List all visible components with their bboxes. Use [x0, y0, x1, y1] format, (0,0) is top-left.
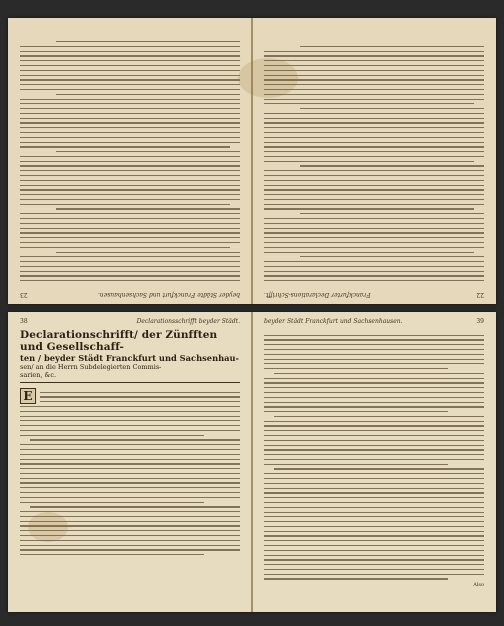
top-left-page-number: 23 [20, 291, 28, 298]
top-left-text-block [8, 41, 252, 289]
bottom-right-page [252, 312, 496, 612]
bottom-right-page-number: 39 [476, 318, 484, 325]
top-sheet [8, 18, 496, 304]
declaration-heading [8, 327, 252, 379]
bottom-left-running-title: Declarationsschrifft beyder Städt. [136, 318, 240, 325]
top-right-page [252, 18, 496, 304]
heading-line-3: sen/ an die Herrn Subdelegierten Commis- [20, 363, 162, 371]
bottom-left-running-head [8, 312, 252, 327]
bottom-right-running-title: beyder Städt Franckfurt und Sachsenhausen. [264, 318, 403, 325]
heading-line-1: Declarationschrifft/ der Zünfften und Gesellschaff- [20, 329, 218, 353]
dropcap-initial: E [20, 388, 36, 404]
bottom-sheet [8, 312, 496, 612]
bottom-left-page [8, 312, 252, 612]
top-left-running-title: beyder Städte Franckfurt und Sachsenhausen. [97, 291, 240, 298]
top-right-running-title: Franckfurter Declarations-Schrifft. [264, 291, 371, 298]
catchword: Also [473, 581, 484, 588]
heading-rule [20, 382, 240, 383]
top-left-page [8, 18, 252, 304]
bottom-right-text-block [252, 327, 496, 580]
top-right-running-head [252, 289, 496, 304]
paper-stain [238, 58, 298, 98]
bottom-left-page-number: 38 [20, 318, 28, 325]
bottom-right-running-head [252, 312, 496, 327]
paper-stain [28, 512, 68, 542]
top-right-page-number: 22 [476, 291, 484, 298]
top-left-running-head [8, 289, 252, 304]
heading-line-2: ten / beyder Städt Franckfurt und Sachsenhau- [20, 353, 240, 363]
heading-line-4: sarien, &c. [20, 371, 57, 379]
